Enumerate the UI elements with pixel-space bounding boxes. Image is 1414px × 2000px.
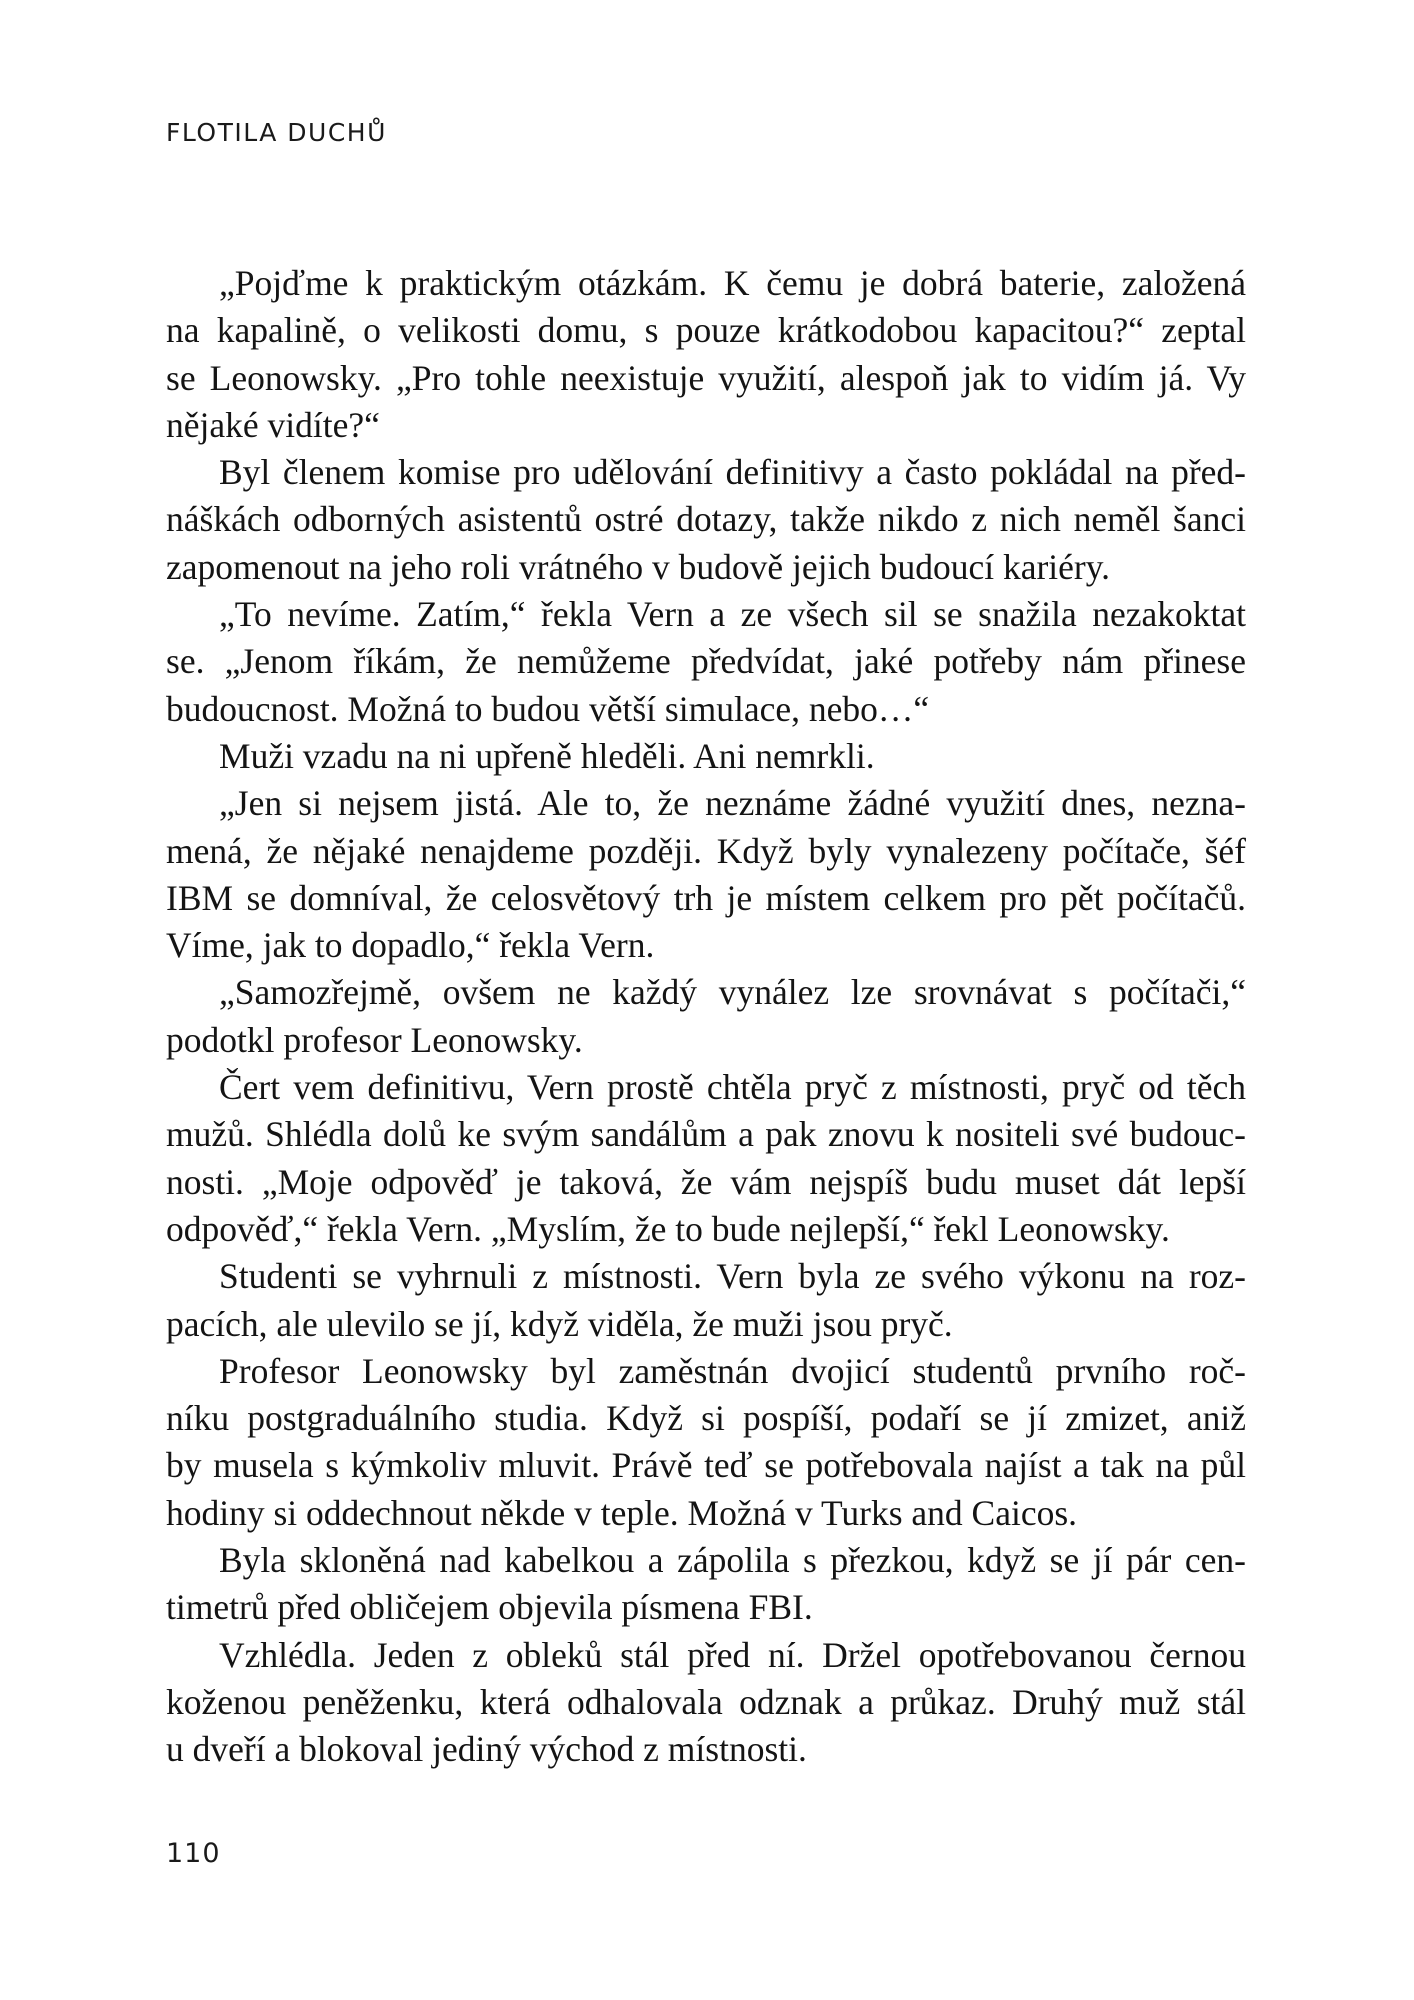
text-line: mená, že nějaké nenajdeme později. Když byly vynalezeny počítače, šéf xyxy=(166,830,1246,871)
body-text xyxy=(166,260,1246,1774)
text-line: níku postgraduálního studia. Když si pospíší, podaří se jí zmizet, aniž xyxy=(166,1398,1246,1439)
text-line: Muži vzadu na ni upřeně hleděli. Ani nemrkli. xyxy=(219,735,875,776)
text-line: mužů. Shlédla dolů ke svým sandálům a pak znovu k nositeli své budouc- xyxy=(166,1114,1246,1155)
paragraph-3 xyxy=(166,591,1246,733)
text-line: pacích, ale ulevilo se jí, když viděla, že muži jsou pryč. xyxy=(166,1303,953,1344)
text-line: náškách odborných asistentů ostré dotazy, takže nikdo z nich neměl šanci xyxy=(166,499,1246,540)
text-line: Víme, jak to dopadlo,“ řekla Vern. xyxy=(166,925,655,966)
text-line: budoucnost. Možná to budou větší simulace, nebo…“ xyxy=(166,688,930,729)
running-head: FLOTILA DUCHŮ xyxy=(166,118,387,147)
text-line: „Jen si nejsem jistá. Ale to, že neznáme žádné využití dnes, nezna- xyxy=(219,783,1246,824)
paragraph-8 xyxy=(166,1253,1246,1348)
text-line: „Samozřejmě, ovšem ne každý vynález lze srovnávat s počítači,“ xyxy=(219,972,1246,1013)
text-line: by musela s kýmkoliv mluvit. Právě teď se potřebovala najíst a tak na půl xyxy=(166,1445,1246,1486)
text-line: „To nevíme. Zatím,“ řekla Vern a ze všech sil se snažila nezakoktat xyxy=(219,594,1246,635)
text-line: koženou peněženku, která odhalovala odznak a průkaz. Druhý muž stál xyxy=(166,1681,1246,1722)
paragraph-9 xyxy=(166,1348,1246,1537)
text-line: Čert vem definitivu, Vern prostě chtěla pryč z místnosti, pryč od těch xyxy=(219,1067,1246,1108)
paragraph-5 xyxy=(166,780,1246,969)
text-line: na kapalině, o velikosti domu, s pouze krátkodobou kapacitou?“ zeptal xyxy=(166,310,1246,351)
text-line: nosti. „Moje odpověď je taková, že vám nejspíš budu muset dát lepší xyxy=(166,1161,1246,1202)
text-line: Studenti se vyhrnuli z místnosti. Vern byla ze svého výkonu na roz- xyxy=(219,1256,1246,1297)
text-line: Profesor Leonowsky byl zaměstnán dvojicí studentů prvního roč- xyxy=(219,1350,1246,1391)
text-line: se. „Jenom říkám, že nemůžeme předvídat, jaké potřeby nám přinese xyxy=(166,641,1246,682)
text-line: hodiny si oddechnout někde v teple. Možná v Turks and Caicos. xyxy=(166,1492,1078,1533)
paragraph-1 xyxy=(166,260,1246,449)
text-line: u dveří a blokoval jediný východ z místnosti. xyxy=(166,1729,807,1770)
paragraph-6 xyxy=(166,969,1246,1064)
text-line: odpověď,“ řekla Vern. „Myslím, že to bude nejlepší,“ řekl Leonowsky. xyxy=(166,1208,1170,1249)
text-line: IBM se domníval, že celosvětový trh je místem celkem pro pět počítačů. xyxy=(166,877,1246,918)
text-line: Byl členem komise pro udělování definitivy a často pokládal na před- xyxy=(219,452,1246,493)
text-line: timetrů před obličejem objevila písmena FBI. xyxy=(166,1587,813,1628)
paragraph-7 xyxy=(166,1064,1246,1253)
text-line: se Leonowsky. „Pro tohle neexistuje využití, alespoň jak to vidím já. Vy xyxy=(166,357,1246,398)
paragraph-2 xyxy=(166,449,1246,591)
page-number: 110 xyxy=(166,1838,221,1869)
paragraph-10 xyxy=(166,1537,1246,1632)
text-line: Vzhlédla. Jeden z obleků stál před ní. Držel opotřebovanou černou xyxy=(219,1634,1246,1675)
paragraph-4 xyxy=(166,733,1246,780)
text-line: zapomenout na jeho roli vrátného v budově jejich budoucí kariéry. xyxy=(166,546,1111,587)
paragraph-11 xyxy=(166,1632,1246,1774)
text-line: podotkl profesor Leonowsky. xyxy=(166,1019,583,1060)
text-line: „Pojďme k praktickým otázkám. K čemu je dobrá baterie, založená xyxy=(219,263,1246,303)
text-line: nějaké vidíte?“ xyxy=(166,404,380,445)
text-line: Byla skloněná nad kabelkou a zápolila s přezkou, když se jí pár cen- xyxy=(219,1540,1246,1581)
